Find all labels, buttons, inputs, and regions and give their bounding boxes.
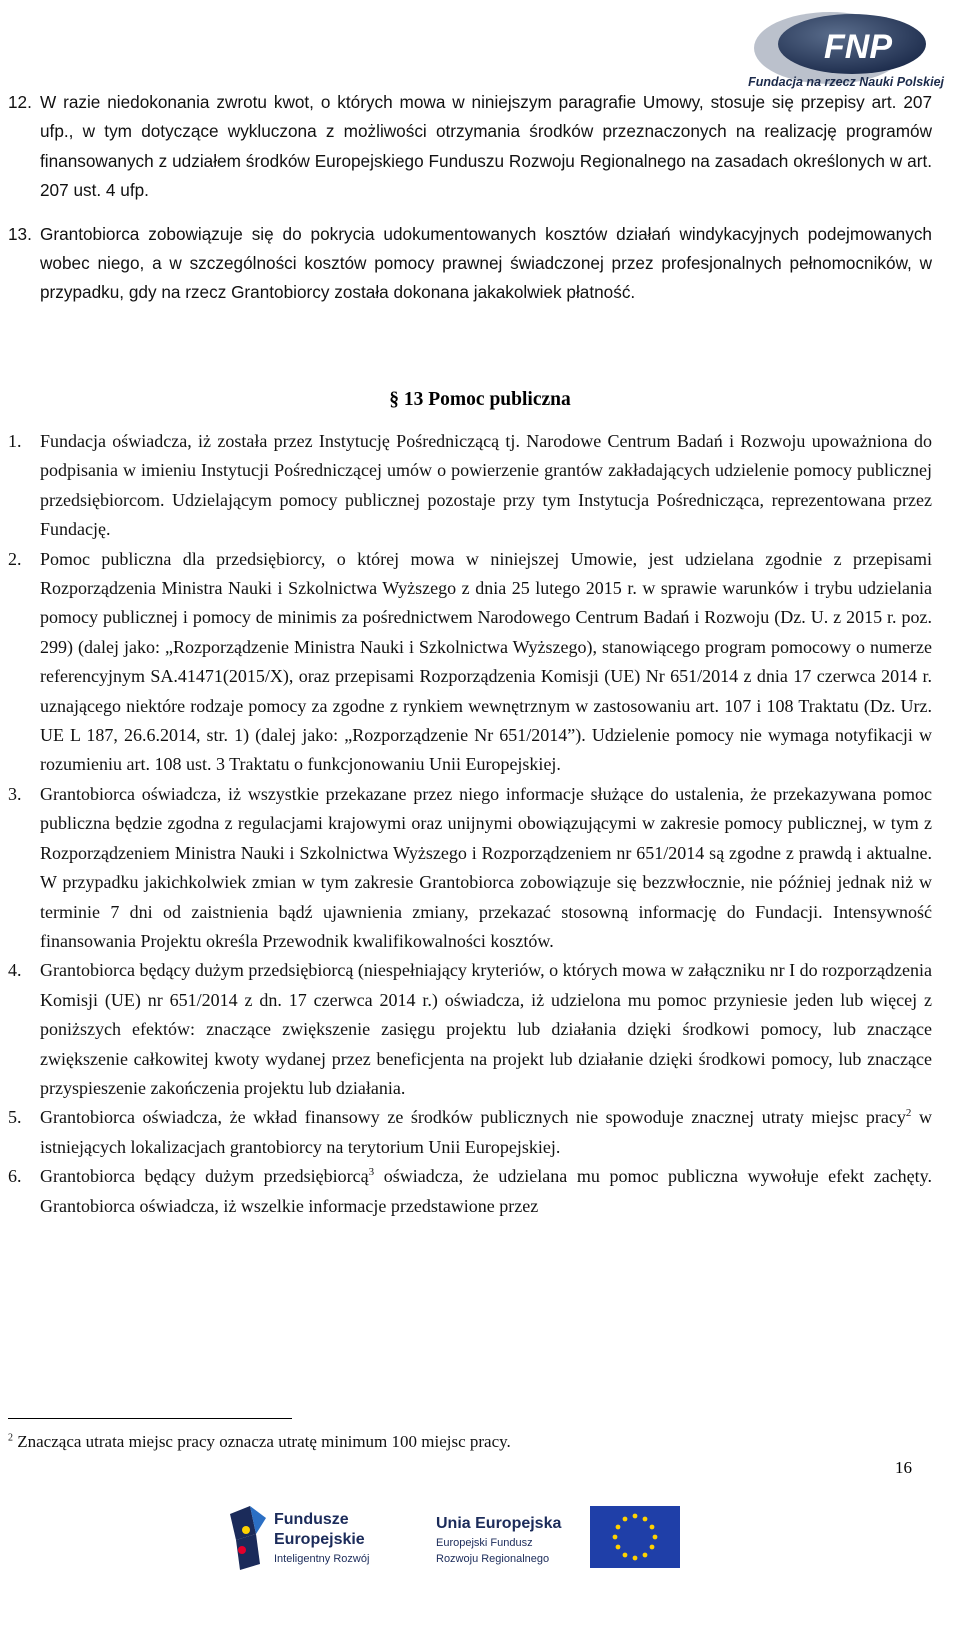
item-number: 13. — [8, 223, 32, 244]
footnote-reference: 2 — [905, 1107, 912, 1120]
unia-europejska-logo — [432, 1500, 692, 1580]
item-number: 12. — [8, 92, 32, 112]
item-text-part: Grantobiorca oświadcza, że wkład finansowy ze środków publicznych nie spowoduje znacznej utraty miejsc pracy — [40, 1107, 906, 1128]
item-text: W razie niedokonania zwrotu kwot, o których mowa w niniejszym paragrafie Umowy, stosuje się przepisy art. 207 ufp., w tym dotyczące wykluczona z możliwości otrzymania środków przeznaczonych na realizację programów finansowanych z udziałem środków Europejskiego Funduszu Rozwoju Regionalnego na zasadach określonych w art. 207 ust. 4 ufp. — [40, 92, 932, 201]
fnp-logo-graphic — [612, 6, 952, 92]
fnp-logo-text: FNP — [824, 28, 892, 66]
item-text: Pomoc publiczna dla przedsiębiorcy, o której mowa w niniejszej Umowie, jest udzielana zgodnie z przepisami Rozporządzenia Ministra Nauki i Szkolnictwa Wyższego z dnia 25 lutego 2015 r. w sprawie warunków i trybu udzielania pomocy publicznej i pomocy de minimis za pośrednictwem Narodowego Centrum Badań i Rozwoju (Dz. U. z 2015 r. poz. 299) (dalej jako: „Rozporządzenie Ministra Nauki i Szkolnictwa Wyższego), stanowiącego program pomocowy o numerze referencyjnym SA.41471(2015/X), oraz przepisami Rozporządzenia Komisji (UE) Nr 651/2014 z dnia 17 czerwca 2014 r. uznającego niektóre rodzaje pomocy za zgodne z rynkiem wewnętrznym w zastosowaniu art. 107 i 108 Traktatu (Dz. Urz. UE L 187, 26.6.2014, str. 1) (dalej jako: „Rozporządzenie Nr 651/2014”). Udzielenie pomocy nie wymaga notyfikacji w rozumieniu art. 108 ust. 3 Traktatu o funkcjonowaniu Unii Europejskiej. — [40, 548, 932, 775]
fe-line3: Inteligentny Rozwój — [274, 1553, 370, 1565]
item-text — [40, 1162, 932, 1221]
item-text-part: oświadcza, że udzielana mu pomoc publiczna wywołuje efekt zachęty. Grantobiorca oświadcza, iż wszelkie informacje przedstawione przez — [40, 1166, 932, 1216]
item-number: 2. — [8, 548, 22, 569]
ue-line3: Rozwoju Regionalnego — [436, 1553, 550, 1565]
item-text: Grantobiorca będący dużym przedsiębiorcą (niespełniający kryteriów, o których mowa w załączniku nr I do rozporządzenia Komisji (UE) nr 651/2014 z dn. 17 czerwca 2014 r.) oświadcza, iż udzielona mu pomoc przyniesie jeden lub więcej z poniższych efektów: znaczące zwiększenie zasięgu projektu lub działania dzięki środkowi pomocy, lub znaczące zwiększenie całkowitej kwoty wydanej przez beneficjenta na projekt lub działanie dzięki środkowi pomocy, lub znaczące przyspieszenie zakończenia projektu lub działania. — [40, 960, 932, 1098]
footnote-mark: 2 — [8, 1432, 13, 1444]
item-number: 6. — [8, 1166, 22, 1187]
item-text-part: Grantobiorca będący dużym przedsiębiorcą — [40, 1166, 369, 1187]
footnote-separator — [8, 1418, 292, 1419]
list-item — [8, 780, 932, 956]
item-number: 3. — [8, 783, 22, 804]
item-text: Fundacja oświadcza, iż została przez Instytucję Pośredniczącą tj. Narodowe Centrum Badań i Rozwoju upoważniona do podpisania w imieniu Instytucji Pośredniczącej umów o powierzenie grantów zakładających udzielenie pomocy publicznej przedsiębiorcom. Udzielającym pomocy publicznej pozostaje przy tym Instytucja Pośrednicząca, reprezentowana przez Fundację. — [40, 431, 932, 540]
list-item — [8, 220, 932, 308]
item-text — [40, 1103, 932, 1162]
section-heading: § 13 Pomoc publiczna — [389, 389, 571, 410]
fe-line1: Fundusze — [274, 1511, 349, 1528]
fundusze-europejskie-logo — [226, 1500, 406, 1580]
fnp-logo-subtitle: Fundacja na rzecz Nauki Polskiej — [748, 75, 944, 89]
footnote-text: Znacząca utrata miejsc pracy oznacza utratę minimum 100 miejsc pracy. — [13, 1432, 511, 1451]
item-number: 1. — [8, 431, 22, 451]
item-text: Grantobiorca zobowiązuje się do pokrycia udokumentowanych kosztów działań windykacyjnych podejmowanych wobec niego, a w szczególności kosztów pomocy prawnej świadczonej przez profesjonalnych pełnomocników, w przypadku, gdy na rzecz Grantobiorcy została dokonana jakakolwiek płatność. — [40, 223, 932, 303]
list-item — [8, 545, 932, 780]
list-item — [8, 1162, 932, 1221]
paragraph-list-main — [8, 427, 932, 1221]
footer-logos — [0, 1494, 960, 1614]
footnote — [8, 1432, 908, 1452]
list-item — [8, 1103, 932, 1162]
list-item — [8, 88, 932, 206]
item-number: 4. — [8, 960, 22, 981]
page-number: 16 — [895, 1458, 912, 1477]
list-item — [8, 956, 932, 1103]
item-number: 5. — [8, 1107, 22, 1128]
item-text: Grantobiorca oświadcza, iż wszystkie przekazane przez niego informacje służące do ustalenia, że przekazywana pomoc publiczna będzie zgodna z regulacjami krajowymi oraz unijnymi obowiązującymi w zakresie pomocy publicznej, w tym z Rozporządzeniem Ministra Nauki i Szkolnictwa Wyższego i Rozporządzeniem nr 651/2014 są zgodne z prawdą i aktualne. W przypadku jakichkolwiek zmian w tym zakresie Grantobiorca zobowiązuje się bezzwłocznie, nie później jednak niż w terminie 7 dni od zaistnienia bądź ujawnienia zmiany, przekazać stosowną informację do Fundacji. Intensywność finansowania Projektu określa Przewodnik kwalifikowalności kosztów. — [40, 783, 932, 951]
fnp-logo — [612, 6, 952, 92]
fe-line2: Europejskie — [274, 1531, 365, 1548]
ue-line2: Europejski Fundusz — [436, 1537, 533, 1549]
item-text-part: w istniejących lokalizacjach grantobiorcy na terytorium Unii Europejskiej. — [40, 1107, 932, 1157]
footnote-reference: 3 — [368, 1166, 375, 1179]
list-item — [8, 427, 932, 545]
paragraph-list-top — [8, 88, 932, 308]
ue-line1: Unia Europejska — [436, 1515, 562, 1532]
